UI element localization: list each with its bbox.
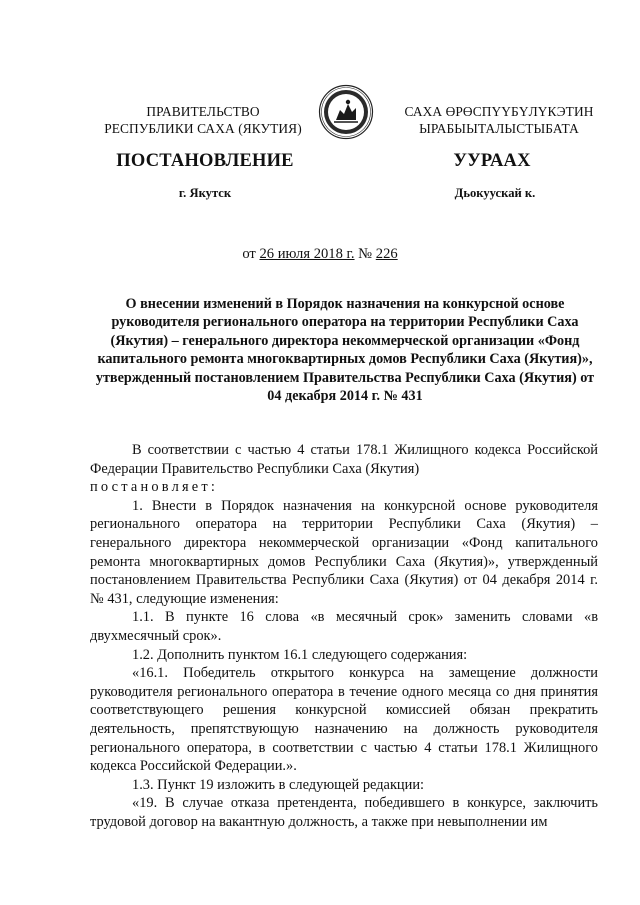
paragraph-1-1: 1.1. В пункте 16 слова «в месячный срок» заменить словами «в двухмесячный срок».: [90, 609, 598, 644]
document-subject: О внесении изменений в Порядок назначения на конкурсной основе руководителя регионального оператора на территории Республики Саха (Якутия) – генерального директора некоммерческой организации «Фонд капитального ремонта многоквартирных домов Республики Саха (Якутия)», утвержденный постановлением Правительства Республики Саха (Якутия) от 04 декабря 2014 г. № 431: [95, 296, 595, 405]
document-number: 226: [375, 246, 398, 262]
doc-type-title-sah: УУРААХ: [453, 151, 531, 171]
date-prefix: от: [242, 246, 260, 262]
paragraph-19: «19. В случае отказа претендента, победившего в конкурсе, заключить трудовой договор на вакантную должность, а также при невыполнении им: [90, 795, 598, 830]
date-number-line: [0, 246, 640, 263]
paragraph-1-2: 1.2. Дополнить пунктом 16.1 следующего содержания:: [132, 646, 468, 663]
paragraph-16-1: «16.1. Победитель открытого конкурса на замещение должности руководителя регионального оператора в течение одного месяца со дня принятия соответствующего решения конкурсной комиссией обязан прекратить деятельность, препятствующую назначению на должность руководителя регионального оператора, в соответствии с частью 4 статьи 178.1 Жилищного кодекса Российской Федерации.».: [90, 665, 598, 775]
city-sah: Дьокуускай к.: [454, 186, 536, 200]
paragraph-resolves: постановляет:: [90, 479, 219, 496]
paragraph-1: 1. Внести в Порядок назначения на конкурсной основе руководителя регионального оператора на территории Республики Саха (Якутия) – генерального директора некоммерческой организации «Фонд капитального ремонта многоквартирных домов Республики Саха (Якутия)», утвержденный постановлением Правительства Республики Саха (Якутия) от 04 декабря 2014 г. № 431, следующие изменения:: [90, 497, 598, 607]
header-left-line1: ПРАВИТЕЛЬСТВО: [146, 104, 260, 119]
number-prefix: №: [354, 246, 376, 262]
coat-of-arms-emblem: [318, 84, 374, 140]
header-left-line2: РЕСПУБЛИКИ САХА (ЯКУТИЯ): [104, 120, 302, 136]
header-right-line1: САХА ӨРӨСПҮҮБҮЛҮКЭТИН: [404, 104, 594, 119]
document-body: [90, 441, 598, 831]
doc-type-title-ru: ПОСТАНОВЛЕНИЕ: [116, 151, 294, 171]
header-left-block: [88, 104, 318, 137]
city-ru: г. Якутск: [178, 186, 232, 200]
document-date: 26 июля 2018 г.: [259, 246, 355, 262]
paragraph-1-3: 1.3. Пункт 19 изложить в следующей редакции:: [132, 776, 425, 793]
header-right-block: [384, 104, 614, 137]
preamble-text: В соответствии с частью 4 статьи 178.1 Жилищного кодекса Российской Федерации Правительство Республики Саха (Якутия): [90, 442, 598, 477]
header-right-line2: ЫРАБЫЫТАЛЫСТЫБАТА: [419, 120, 579, 136]
paragraph-preamble: [90, 441, 598, 478]
